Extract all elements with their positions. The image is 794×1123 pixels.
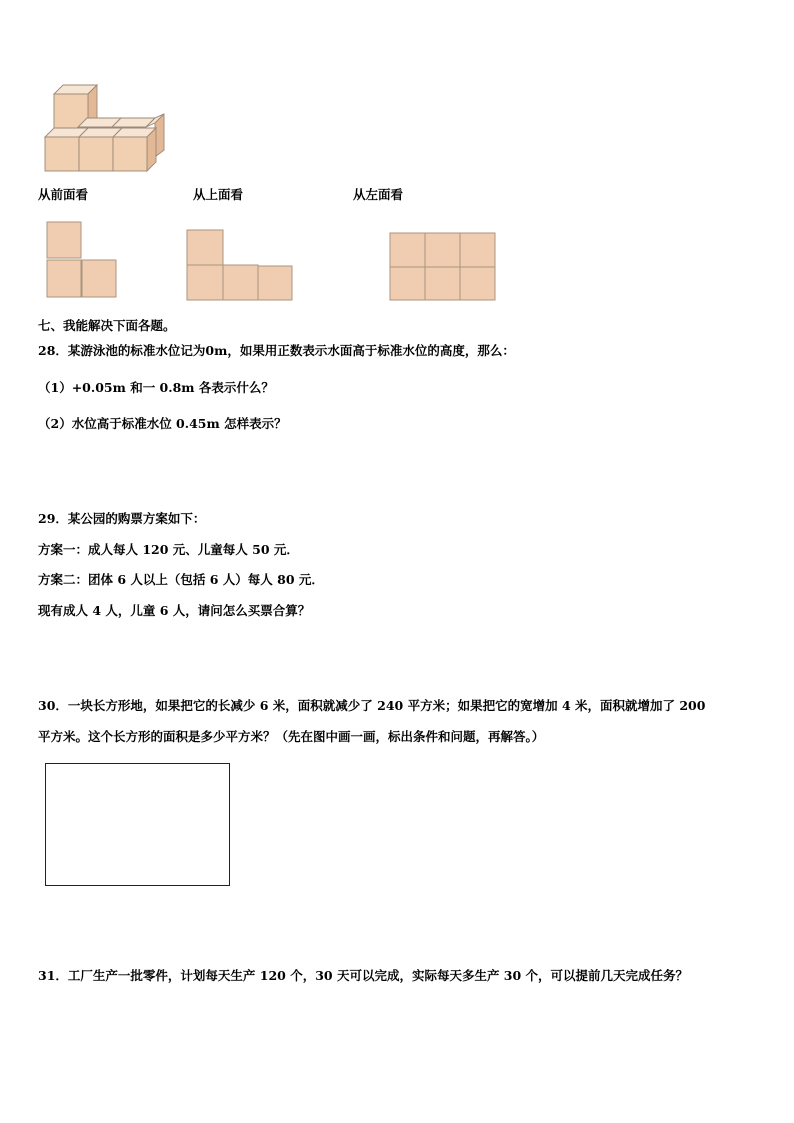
q31-stem: 31．工厂生产一批零件，计划每天生产 120 个，30 天可以完成，实际每天多生产 30 个，可以提前几天完成任务？ — [38, 968, 689, 983]
front-view-figure — [46, 221, 118, 299]
front-view-label: 从前面看 — [38, 187, 89, 202]
q29-plan2: 方案二：团体 6 人以上（包括 6 人）每人 80 元． — [38, 572, 324, 587]
q30-line1: 30．一块长方形地，如果把它的长减少 6 米，面积就减少了 240 平方米；如果把它的宽增加 4 米，面积就增加了 200 — [38, 698, 706, 713]
section-title: 七、我能解决下面各题。 — [38, 318, 176, 333]
rectangle-drawing-box[interactable] — [45, 763, 230, 886]
top-view-label: 从上面看 — [193, 187, 244, 202]
q29-question: 现有成人 4 人，儿童 6 人，请问怎么买票合算？ — [38, 603, 311, 618]
q30-line2: 平方米。这个长方形的面积是多少平方米？（先在图中画一画，标出条件和问题，再解答。） — [38, 729, 545, 744]
q29-plan1: 方案一：成人每人 120 元、儿童每人 50 元． — [38, 542, 299, 557]
left-view-figure — [389, 232, 497, 302]
q28-part2: （2）水位高于标准水位 0.45m 怎样表示？ — [38, 416, 287, 431]
top-view-figure — [186, 229, 294, 301]
cube-stack-figure — [40, 80, 175, 175]
left-view-label: 从左面看 — [353, 187, 404, 202]
q28-stem: 28．某游泳池的标准水位记为0m，如果用正数表示水面高于标准水位的高度，那么： — [38, 343, 515, 358]
q28-part1: （1）+0.05m 和一 0.8m 各表示什么？ — [38, 380, 274, 395]
q29-stem: 29．某公园的购票方案如下： — [38, 511, 206, 526]
